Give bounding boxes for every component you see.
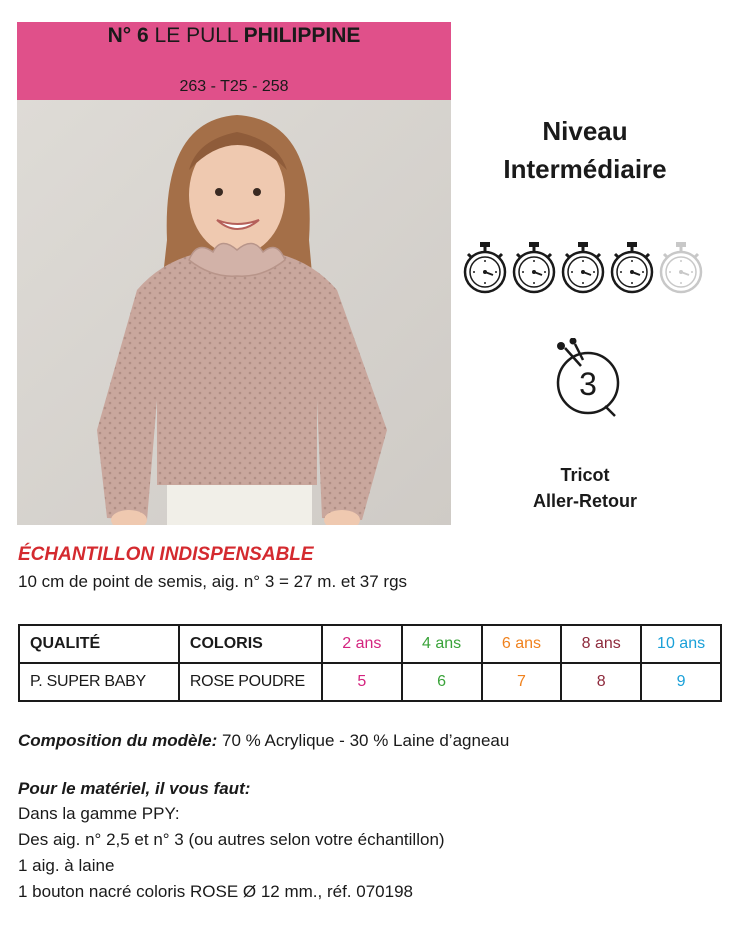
pattern-refs: 263 - T25 - 258 <box>179 78 289 95</box>
header-size-2: 2 ans <box>322 625 402 663</box>
difficulty-rating <box>462 240 712 296</box>
pattern-title-bold: PHILIPPINE <box>243 24 361 47</box>
header-size-8: 8 ans <box>561 625 641 663</box>
stopwatch-icon-filled <box>560 240 606 296</box>
stopwatch-icon-filled <box>462 240 508 296</box>
materials-line: 1 bouton nacré coloris ROSE Ø 12 mm., réf. 070198 <box>18 882 413 901</box>
cell-qty-4: 6 <box>402 663 482 701</box>
model-photo <box>17 100 451 525</box>
header-size-6: 6 ans <box>482 625 562 663</box>
materials-line: Des aig. n° 2,5 et n° 3 (ou autres selon votre échantillon) <box>18 830 445 849</box>
cell-quality: P. SUPER BABY <box>19 663 179 701</box>
materials-title: Pour le matériel, il vous faut: <box>18 779 251 798</box>
stopwatch-icon-filled <box>511 240 557 296</box>
pattern-title-plain: LE PULL <box>154 24 238 47</box>
composition-text: 70 % Acrylique - 30 % Laine d’agneau <box>217 731 510 750</box>
pattern-number: N° 6 <box>107 24 149 47</box>
materials-line: 1 aig. à laine <box>18 856 115 875</box>
cell-qty-10: 9 <box>641 663 721 701</box>
cell-qty-6: 7 <box>482 663 562 701</box>
knitting-needles-icon <box>545 338 627 420</box>
cell-color: ROSE POUDRE <box>179 663 322 701</box>
header-size-10: 10 ans <box>641 625 721 663</box>
cell-qty-2: 5 <box>322 663 402 701</box>
knitting-technique <box>495 462 675 514</box>
stopwatch-icon-filled <box>609 240 655 296</box>
header-color: COLORIS <box>179 625 322 663</box>
table-header-row <box>19 625 721 663</box>
header-banner <box>17 22 451 100</box>
stopwatch-icon-empty <box>658 240 704 296</box>
composition <box>18 731 509 751</box>
gauge-text: 10 cm de point de semis, aig. n° 3 = 27 m. et 37 rgs <box>18 572 408 591</box>
pattern-title <box>17 24 451 48</box>
table-row <box>19 663 721 701</box>
technique-line2: Aller-Retour <box>532 491 637 511</box>
needle-size-label: 3 <box>579 366 597 402</box>
header-size-4: 4 ans <box>402 625 482 663</box>
level-label: Niveau <box>542 116 628 146</box>
level-value: Intermédiaire <box>503 154 667 184</box>
header-quality: QUALITÉ <box>19 625 179 663</box>
size-table <box>18 624 722 702</box>
technique-line1: Tricot <box>560 465 610 485</box>
difficulty-level <box>465 112 705 188</box>
materials-line: Dans la gamme PPY: <box>18 804 180 823</box>
composition-label: Composition du modèle: <box>18 731 218 750</box>
gauge-title: ÉCHANTILLON INDISPENSABLE <box>18 544 314 565</box>
cell-qty-8: 8 <box>561 663 641 701</box>
